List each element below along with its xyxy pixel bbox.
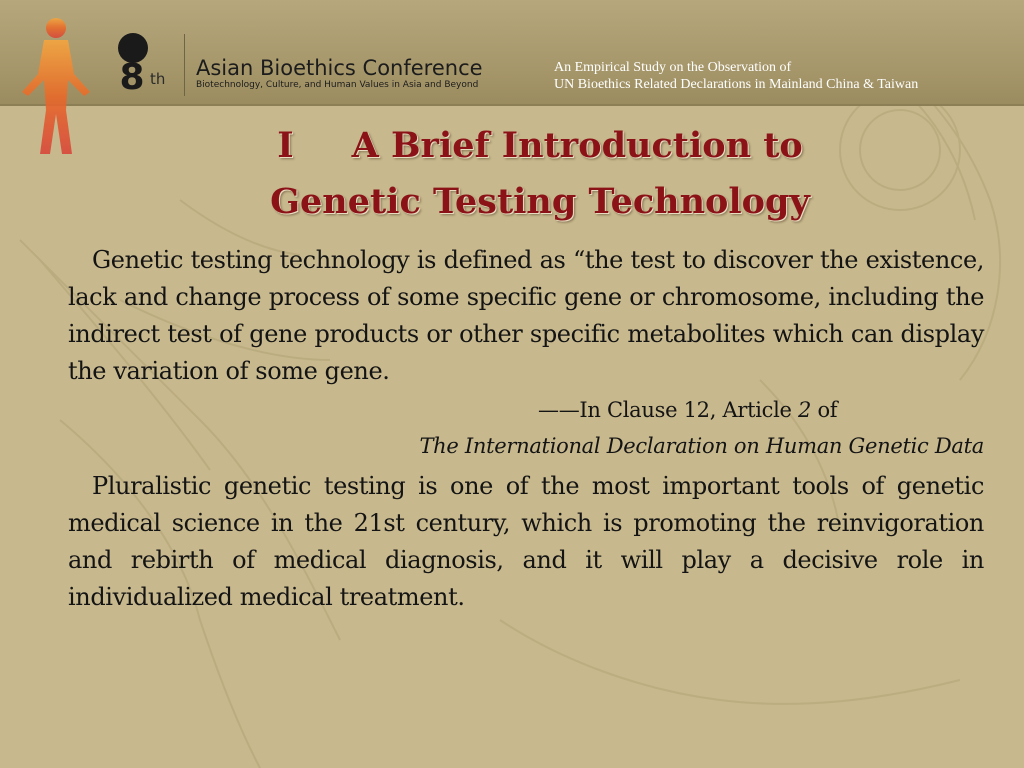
slide-title-line1 xyxy=(140,118,940,174)
citation-line xyxy=(68,392,984,428)
conference-number-suffix: th xyxy=(150,70,166,88)
header-divider xyxy=(184,34,185,96)
slide-body xyxy=(68,242,984,616)
slide-title-line2: Genetic Testing Technology xyxy=(270,181,810,222)
conference-name: Asian Bioethics Conference xyxy=(196,56,483,80)
citation-article: 2 xyxy=(798,398,812,422)
citation-source: The International Declaration on Human Genetic Data xyxy=(419,434,984,458)
conference-number: 8 xyxy=(119,57,145,98)
paragraph-definition: Genetic testing technology is defined as “the test to discover the existence, lack and change process of some specific gene or chromosome, including the indirect test of gene products or other specific metabolites which can display the variation of some gene. xyxy=(68,246,984,385)
slide-title xyxy=(140,118,940,230)
section-number: I xyxy=(277,125,294,166)
study-title-line2: UN Bioethics Related Declarations in Mainland China & Taiwan xyxy=(554,77,919,92)
title-text-line1: A Brief Introduction to xyxy=(351,125,803,166)
paragraph-importance: Pluralistic genetic testing is one of the most important tools of genetic medical science in the 21st century, which is promoting the reinvigoration and rebirth of medical diagnosis, and it will play a decisive role in individualized medical treatment. xyxy=(68,472,984,611)
human-figure-logo-icon xyxy=(10,14,100,164)
citation-suffix: of xyxy=(811,398,838,422)
study-title-line1: An Empirical Study on the Observation of xyxy=(554,60,792,75)
citation-prefix: ——In Clause 12, Article xyxy=(538,398,799,422)
conference-subtitle: Biotechnology, Culture, and Human Values in Asia and Beyond xyxy=(196,80,479,90)
